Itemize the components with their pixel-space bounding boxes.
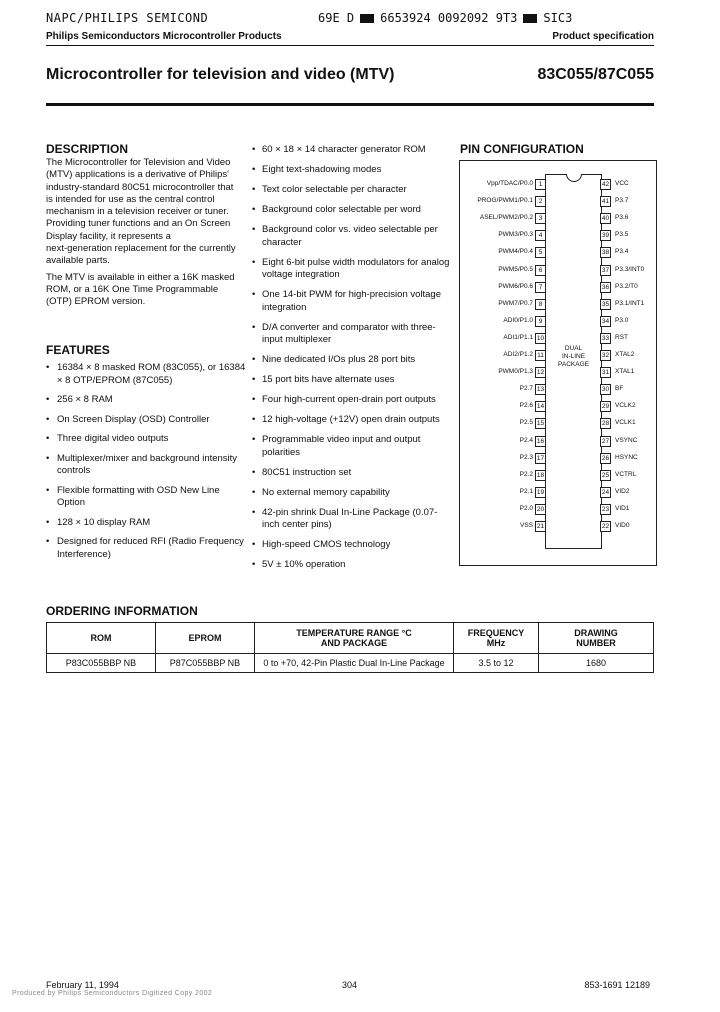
pin-label: PWM5/P0.5 (498, 265, 533, 273)
list-item: • High-speed CMOS technology (252, 539, 452, 552)
pin-number: 10 (536, 334, 545, 342)
header-code: NAPC/PHILIPS SEMICOND (46, 11, 209, 25)
desc-line: Providing tuner functions and an On Screen (46, 218, 231, 230)
pin-number: 26 (601, 454, 610, 462)
list-item: • On Screen Display (OSD) Controller (46, 414, 246, 427)
description-text (46, 157, 241, 309)
pin-label: HSYNC (615, 453, 638, 461)
package-label-line: IN-LINE (561, 353, 586, 360)
pin-number: 36 (601, 283, 610, 291)
cell-temp: 0 to +70, 42-Pin Plastic Dual In-Line Package (255, 654, 454, 673)
black-block-icon (523, 14, 537, 23)
pin-config-heading: PIN CONFIGURATION (460, 142, 584, 156)
col-draw-line: DRAWING (574, 628, 618, 638)
pin-label: P2.6 (519, 402, 533, 410)
code-left: 69E D (318, 11, 355, 25)
list-item: • 42-pin shrink Dual In-Line Package (0.07-inch center pins) (252, 507, 452, 532)
desc-line: Display facility, it represents a (46, 230, 171, 242)
page-title: Microcontroller for television and video (MTV) (46, 66, 395, 83)
pin-number: 9 (535, 316, 546, 327)
pin-number: 18 (536, 471, 545, 479)
pin-number: 4 (535, 230, 546, 241)
col-freq (454, 623, 539, 654)
pin-number: 22 (601, 523, 610, 530)
pin-number: 29 (601, 403, 610, 411)
list-item: • 128 × 10 display RAM (46, 517, 246, 530)
pin-label: P3.1/INT1 (615, 299, 645, 307)
list-item: • D/A converter and comparator with three-input multiplexer (252, 322, 452, 347)
header-lot-code (318, 11, 572, 25)
pin-number: 6 (535, 265, 546, 276)
list-item: • Designed for reduced RFI (Radio Frequency Interference) (46, 536, 246, 561)
part-number: 83C055/87C055 (537, 66, 654, 83)
pin-number: 37 (601, 266, 610, 274)
pin-label: XTAL2 (615, 351, 635, 358)
pin-label: BF (615, 385, 624, 393)
pin-label: PROG/PWM1/P0.1 (477, 197, 533, 205)
list-item: • No external memory capability (252, 487, 452, 500)
pin-number: 15 (536, 420, 545, 428)
pin-label: VID2 (615, 487, 630, 495)
pin-label: P3.4 (615, 248, 629, 256)
pin-label: VCTRL (615, 470, 637, 478)
pin-number: 30 (601, 386, 610, 394)
list-item: • One 14-bit PWM for high-precision voltage integration (252, 289, 452, 314)
list-item: • Nine dedicated I/Os plus 28 port bits (252, 354, 452, 367)
table-header-row (47, 623, 654, 654)
pin-number: 14 (536, 403, 545, 411)
col-temp (255, 623, 454, 654)
features-list-left (46, 362, 246, 568)
col-temp-line: AND PACKAGE (320, 638, 388, 648)
pin-number: 40 (601, 215, 610, 223)
package-label (546, 345, 601, 369)
desc-line: The Microcontroller for Television and Video (46, 157, 231, 168)
list-item: • Multiplexer/mixer and background intensity controls (46, 453, 246, 478)
pin-label: P2.3 (519, 453, 533, 461)
pin-label: P3.7 (615, 197, 629, 205)
pin-label: P2.4 (519, 436, 533, 444)
table-row (47, 654, 654, 673)
desc-line: mechanism in a television receiver or tuner. (46, 206, 229, 218)
pin-number: 3 (535, 213, 546, 224)
chip-outline (545, 174, 602, 549)
features-list-right (252, 144, 452, 579)
ordering-heading: ORDERING INFORMATION (46, 604, 198, 618)
pin-number: 8 (535, 299, 546, 310)
desc-line: industry-standard 80C51 microcontroller that (46, 181, 234, 193)
pin-number: 38 (601, 249, 610, 257)
pin-label: VID1 (615, 504, 630, 512)
black-block-icon (360, 14, 374, 23)
list-item: • Eight text-shadowing modes (252, 164, 452, 177)
list-item: • 80C51 instruction set (252, 467, 452, 480)
scan-watermark: Produced by Philips Semiconductors Digitized Copy 2002 (12, 990, 213, 997)
list-item: • 256 × 8 RAM (46, 394, 246, 407)
pin-label: ADI2/P1.2 (503, 351, 533, 358)
pin-label: P2.7 (519, 385, 533, 393)
list-item: • Four high-current open-drain port outputs (252, 394, 452, 407)
list-item: • 15 port bits have alternate uses (252, 374, 452, 387)
package-label-line: DUAL (564, 345, 583, 352)
description-heading: DESCRIPTION (46, 142, 129, 156)
pin-number: 34 (601, 317, 610, 325)
pin-label: PWM3/P0.3 (498, 231, 533, 239)
list-item: • 16384 × 8 masked ROM (83C055), or 16384 × 8 OTP/EPROM (87C055) (46, 362, 246, 387)
pin-label: ADI1/P1.1 (503, 333, 533, 341)
pin-label: P2.2 (519, 470, 533, 478)
pin-number: 35 (601, 300, 610, 308)
pin-number: 33 (601, 334, 610, 342)
col-draw-line: NUMBER (576, 638, 616, 648)
pin-number: 7 (535, 282, 546, 293)
pin-number: 23 (601, 505, 610, 513)
pin-label: P3.2/T0 (615, 282, 638, 290)
pin-label: P3.0 (615, 316, 629, 324)
pin-number: 13 (536, 386, 545, 394)
list-item: • 60 × 18 × 14 character generator ROM (252, 144, 452, 157)
pin-number: 25 (601, 471, 610, 479)
pin-number: 32 (601, 352, 610, 359)
desc-line: (OTP) EPROM version. (46, 296, 146, 308)
cell-rom: P83C055BBP NB (47, 654, 156, 673)
code-right: SIC3 (543, 11, 573, 25)
pin-label: ASEL/PWM2/P0.2 (479, 214, 533, 222)
header-rule (46, 45, 654, 46)
pin-label: VCC (615, 180, 629, 187)
list-item: • Eight 6-bit pulse width modulators for analog voltage integration (252, 257, 452, 282)
desc-line: next-generation replacement for the currently (46, 243, 236, 255)
pin-label: P2.0 (519, 504, 533, 512)
col-drawing (539, 623, 654, 654)
pin-label: PWM4/P0.4 (498, 248, 533, 256)
list-item: • Background color vs. video selectable per character (252, 224, 452, 249)
footer-doc-number: 853-1691 12189 (584, 980, 650, 990)
pin-number: 27 (601, 437, 610, 445)
pin-label: P3.5 (615, 231, 629, 239)
list-item: • Flexible formatting with OSD New Line Option (46, 485, 246, 510)
pin-label: PWM0/P1.3 (498, 368, 533, 376)
pin-label: XTAL1 (615, 368, 635, 376)
code-mid: 6653924 0092092 9T3 (380, 11, 518, 25)
pin-label: P2.1 (519, 487, 533, 495)
list-item: • 12 high-voltage (+12V) open drain outputs (252, 414, 452, 427)
pin-number: 31 (601, 369, 610, 377)
col-freq-line: MHz (486, 638, 506, 648)
desc-line: (MTV) applications is a derivative of Philips' (46, 169, 229, 181)
desc-line: The MTV is available in either a 16K masked (46, 271, 235, 283)
pin-label: VSYNC (615, 436, 638, 444)
footer-page: 304 (342, 980, 358, 990)
pin-number: 20 (536, 505, 545, 513)
list-item: • Programmable video input and output polarities (252, 434, 452, 459)
pin-number: 21 (536, 523, 545, 530)
col-eprom: EPROM (156, 623, 255, 654)
pin-number: 12 (536, 369, 545, 377)
desc-line: ROM, or a 16K One Time Programmable (46, 283, 219, 295)
pin-label: VSS (519, 522, 533, 529)
pin-label: P3.6 (615, 214, 629, 222)
list-item: • Background color selectable per word (252, 204, 452, 217)
pin-number: 17 (536, 454, 545, 462)
pin-number: 24 (601, 488, 610, 496)
pin-label: VCLK1 (615, 419, 636, 427)
pin-label: Vpp/TDAC/P0.0 (486, 180, 533, 187)
company-name: Philips Semiconductors Microcontroller Products (46, 31, 282, 42)
chip-notch (566, 174, 582, 182)
col-rom: ROM (47, 623, 156, 654)
footer-date: February 11, 1994 (46, 980, 119, 990)
pin-label: VCLK2 (615, 402, 636, 410)
pin-label: P3.3/INT0 (615, 265, 645, 273)
pin-label: PWM7/P0.7 (498, 299, 533, 307)
pin-number: 1 (535, 179, 546, 190)
spec-type: Product specification (552, 31, 654, 42)
col-temp-line: TEMPERATURE RANGE °C (296, 628, 412, 638)
desc-line: available parts. (46, 255, 110, 267)
list-item: • Three digital video outputs (46, 433, 246, 446)
title-rule (46, 103, 654, 106)
package-label-line: PACKAGE (558, 361, 589, 368)
ordering-table (46, 622, 654, 673)
list-item: • 5V ± 10% operation (252, 559, 452, 572)
features-heading: FEATURES (46, 343, 110, 357)
pin-number: 41 (601, 198, 610, 206)
pin-number: 16 (536, 437, 545, 445)
pin-number: 5 (535, 247, 546, 258)
pin-number: 39 (601, 232, 610, 240)
pin-number: 42 (601, 181, 610, 188)
pin-label: PWM6/P0.6 (498, 282, 533, 290)
pin-number: 19 (536, 488, 545, 496)
pin-number: 11 (535, 350, 546, 361)
cell-drawing: 1680 (539, 654, 654, 673)
pin-number: 2 (535, 196, 546, 207)
pin-label: ADI0/P1.0 (503, 316, 533, 324)
pin-number: 28 (601, 420, 610, 428)
list-item: • Text color selectable per character (252, 184, 452, 197)
pin-label: VID0 (615, 522, 630, 529)
pin-label: RST (615, 333, 628, 341)
pin-label: P2.5 (519, 419, 533, 427)
pin-diagram (459, 160, 657, 566)
desc-line: is intended for use as the central control (46, 193, 215, 205)
col-freq-line: FREQUENCY (467, 628, 525, 638)
cell-freq: 3.5 to 12 (454, 654, 539, 673)
cell-eprom: P87C055BBP NB (156, 654, 255, 673)
